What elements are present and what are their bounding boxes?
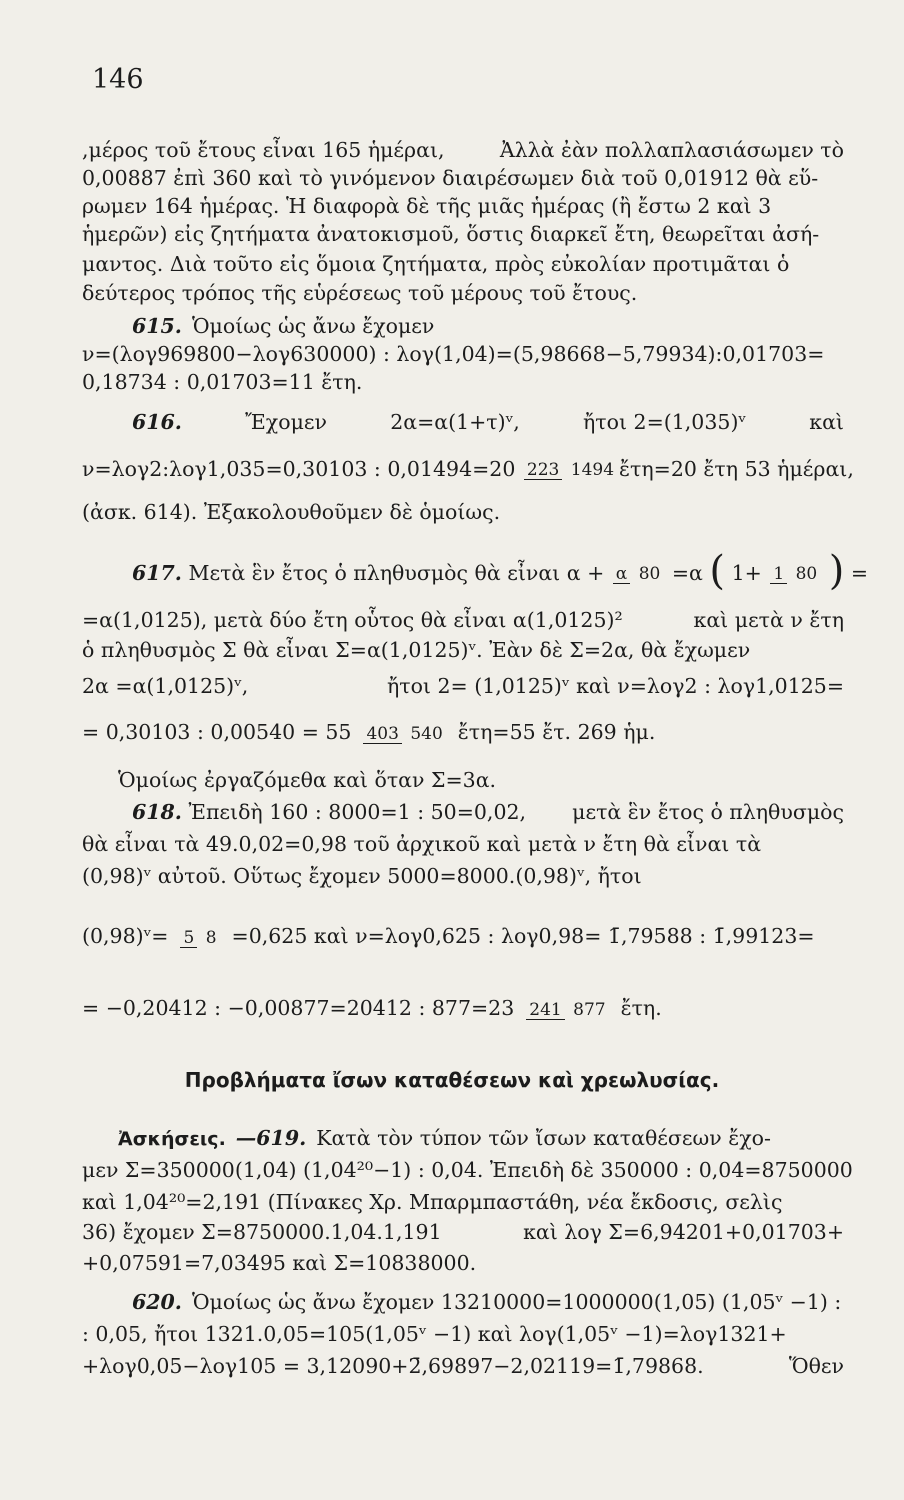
numerator: 403 xyxy=(363,725,401,744)
line-segment: θὰ εἶναι τὰ 49.0,02=0,98 τοῦ ἀρχικοῦ καὶ μετὰ ν ἔτη θὰ εἶναι τὰ xyxy=(82,832,762,856)
line-segment: 2α =α(1,0125)ᵛ, xyxy=(82,674,249,698)
text-line xyxy=(82,136,844,164)
numerator: α xyxy=(613,565,630,584)
exercises-label: Ἀσκήσεις. xyxy=(118,1128,226,1150)
exercise-615 xyxy=(132,312,844,340)
text-line xyxy=(82,606,844,634)
fraction xyxy=(770,565,820,584)
formula-line xyxy=(82,922,844,950)
fraction xyxy=(526,1001,608,1020)
denominator: 540 xyxy=(410,724,443,744)
line-segment: Ὁμοίως ὡς ἄνω ἔχομεν 13210000=1000000(1,05) (1,05ᵛ −1) : xyxy=(191,1290,842,1314)
line-segment: μαντος. Διὰ τοῦτο εἰς ὅμοια ζητήματα, πρὸς εὐκολίαν προτιμᾶται ὁ xyxy=(82,252,790,276)
line-segment: = 0,30103 : 0,00540 = 55 xyxy=(82,720,352,744)
text-line xyxy=(82,1156,853,1184)
text-line xyxy=(82,498,844,526)
line-segment: ἤτοι 2= (1,0125)ᵛ καὶ ν=λογ2 : λογ1,0125= xyxy=(386,674,844,698)
exercise-number: 618. xyxy=(132,800,182,824)
formula-line xyxy=(82,718,844,746)
text-line xyxy=(118,766,844,794)
line-segment: Ἐπειδὴ 160 : 8000=1 : 50=0,02, xyxy=(188,800,527,824)
formula-line xyxy=(82,455,854,483)
numerator: 241 xyxy=(526,1001,564,1020)
text-line xyxy=(82,830,844,858)
fraction xyxy=(524,461,617,480)
fraction xyxy=(180,929,219,948)
exercise-620 xyxy=(132,1288,844,1316)
line-segment: ν=(λογ969800−λογ630000) : λογ(1,04)=(5,98668−5,79934):0,01703= xyxy=(82,342,825,366)
exercise-number: 615. xyxy=(132,314,182,338)
line-segment: ,μέρος τοῦ ἔτους εἶναι 165 ἡμέραι, xyxy=(82,138,445,162)
line-segment: =α(1,0125), μετὰ δύο ἔτη οὗτος θὰ εἶναι α(1,0125)² xyxy=(82,608,623,632)
line-segment: 2α=α(1+τ)ᵛ, xyxy=(390,410,520,434)
formula-line xyxy=(82,994,844,1022)
line-segment: : 0,05, ἤτοι 1321.0,05=105(1,05ᵛ −1) καὶ λογ(1,05ᵛ −1)=λογ1321+ xyxy=(82,1322,787,1346)
line-segment: ἔτη=20 ἔτη 53 ἡμέραι, xyxy=(619,457,854,481)
line-segment: ν=λογ2:λογ1,035=0,30103 : 0,01494=20 xyxy=(82,457,516,481)
numerator: 223 xyxy=(524,461,562,480)
denominator: 80 xyxy=(638,564,661,584)
denominator: 80 xyxy=(795,564,818,584)
line-segment: μεν Σ=350000(1,04) (1,04²⁰−1) : 0,04. Ἐπειδὴ δὲ 350000 : 0,04=8750000 xyxy=(82,1158,853,1182)
text-line xyxy=(82,368,844,396)
text-line xyxy=(82,1218,844,1246)
line-segment: ρωμεν 164 ἡμέρας. Ἡ διαφορὰ δὲ τῆς μιᾶς ἡμέρας (ἢ ἔστω 2 καὶ 3 xyxy=(82,194,772,218)
page-number: 146 xyxy=(92,64,144,95)
line-segment: 0,00887 ἐπὶ 360 καὶ τὸ γινόμενον διαιρέσωμεν διὰ τοῦ 0,01912 θὰ εὕ- xyxy=(82,166,819,190)
line-segment: ἤτοι 2=(1,035)ᵛ xyxy=(583,410,747,434)
exercise-616 xyxy=(132,408,844,436)
line-segment: Ὁμοίως ὡς ἄνω ἔχομεν xyxy=(191,314,435,338)
formula-line xyxy=(82,1320,844,1348)
text-line xyxy=(82,220,844,248)
line-segment: καὶ μετὰ ν ἔτη xyxy=(693,608,844,632)
denominator: 877 xyxy=(573,1000,606,1020)
text-line xyxy=(82,279,844,307)
line-segment: καὶ 1,04²⁰=2,191 (Πίνακες Χρ. Μπαρμπαστάθη, νέα ἔκδοσις, σελὶς xyxy=(82,1190,783,1214)
line-segment: = −0,20412 : −0,00877=20412 : 877=23 xyxy=(82,996,515,1020)
text-line xyxy=(82,250,844,278)
line-segment: Ὅθεν xyxy=(788,1354,844,1378)
line-segment: Ἔχομεν xyxy=(245,410,327,434)
formula-line xyxy=(82,1352,844,1380)
fraction xyxy=(363,725,445,744)
line-segment: 36) ἔχομεν Σ=8750000.1,04.1,191 xyxy=(82,1220,442,1244)
line-segment: (0,98)ᵛ= xyxy=(82,924,169,948)
line-segment: μετὰ ἓν ἔτος ὁ πληθυσμὸς xyxy=(572,800,844,824)
line-segment: ἔτη=55 ἔτ. 269 ἡμ. xyxy=(457,720,656,744)
line-segment: +0,07591=7,03495 καὶ Σ=10838000. xyxy=(82,1251,477,1275)
fraction xyxy=(613,565,664,584)
line-segment: καὶ xyxy=(809,410,844,434)
numerator: 5 xyxy=(180,929,197,948)
exercise-617 xyxy=(132,548,869,594)
exercise-number: —619. xyxy=(235,1126,307,1150)
line-segment: Μετὰ ἓν ἔτος ὁ πληθυσμὸς θὰ εἶναι α + xyxy=(188,561,605,585)
right-parenthesis: ) xyxy=(828,548,845,594)
line-segment: 1+ xyxy=(731,561,762,585)
exercise-618 xyxy=(132,798,844,826)
left-parenthesis: ( xyxy=(709,548,726,594)
line-segment: =0,625 καὶ ν=λογ0,625 : λογ0,98= 1̄,79588 : 1̄,99123= xyxy=(231,924,815,948)
line-segment: Ὁμοίως ἐργαζόμεθα καὶ ὅταν Σ=3α. xyxy=(118,768,497,792)
line-segment: 0,18734 : 0,01703=11 ἔτη. xyxy=(82,370,363,394)
text-line xyxy=(82,164,844,192)
line-segment: (0,98)ᵛ αὐτοῦ. Οὕτως ἔχομεν 5000=8000.(0,98)ᵛ, ἤτοι xyxy=(82,864,642,888)
line-segment: Κατὰ τὸν τύπον τῶν ἴσων καταθέσεων ἔχο- xyxy=(316,1126,771,1150)
text-line xyxy=(82,636,844,664)
denominator: 1494 xyxy=(570,460,615,480)
line-segment: δεύτερος τρόπος τῆς εὑρέσεως τοῦ μέρους τοῦ ἔτους. xyxy=(82,281,638,305)
text-line xyxy=(82,862,844,890)
exercise-619 xyxy=(118,1124,844,1153)
line-segment: Ἀλλὰ ἐὰν πολλαπλασιάσωμεν τὸ xyxy=(499,138,844,162)
exercise-number: 616. xyxy=(132,410,182,434)
line-segment: (ἀσκ. 614). Ἐξακολουθοῦμεν δὲ ὁμοίως. xyxy=(82,500,501,524)
denominator: 8 xyxy=(205,928,217,948)
text-line xyxy=(82,192,844,220)
line-segment: +λογ0,05−λογ105 = 3,12090+2̄,69897−2,02119=1̄,79868. xyxy=(82,1354,704,1378)
line-segment: καὶ λογ Σ=6,94201+0,01703+ xyxy=(523,1220,844,1244)
text-line xyxy=(82,1249,844,1277)
formula-line xyxy=(82,340,844,368)
text-line xyxy=(82,1188,844,1216)
line-segment: ἡμερῶν) εἰς ζητήματα ἀνατοκισμοῦ, ὅστις διαρκεῖ ἔτη, θεωρεῖται ἀσή- xyxy=(82,222,820,246)
numerator: 1 xyxy=(770,565,787,584)
line-segment: = xyxy=(850,561,869,585)
exercise-number: 620. xyxy=(132,1290,182,1314)
line-segment: ὁ πληθυσμὸς Σ θὰ εἶναι Σ=α(1,0125)ᵛ. Ἐὰν δὲ Σ=2α, θὰ ἔχωμεν xyxy=(82,638,751,662)
line-segment: ἔτη. xyxy=(620,996,662,1020)
line-segment: =α xyxy=(671,561,703,585)
exercise-number: 617. xyxy=(132,561,182,585)
section-heading: Προβλήματα ἴσων καταθέσεων καὶ χρεωλυσίας. xyxy=(184,1068,720,1092)
formula-line xyxy=(82,672,844,700)
